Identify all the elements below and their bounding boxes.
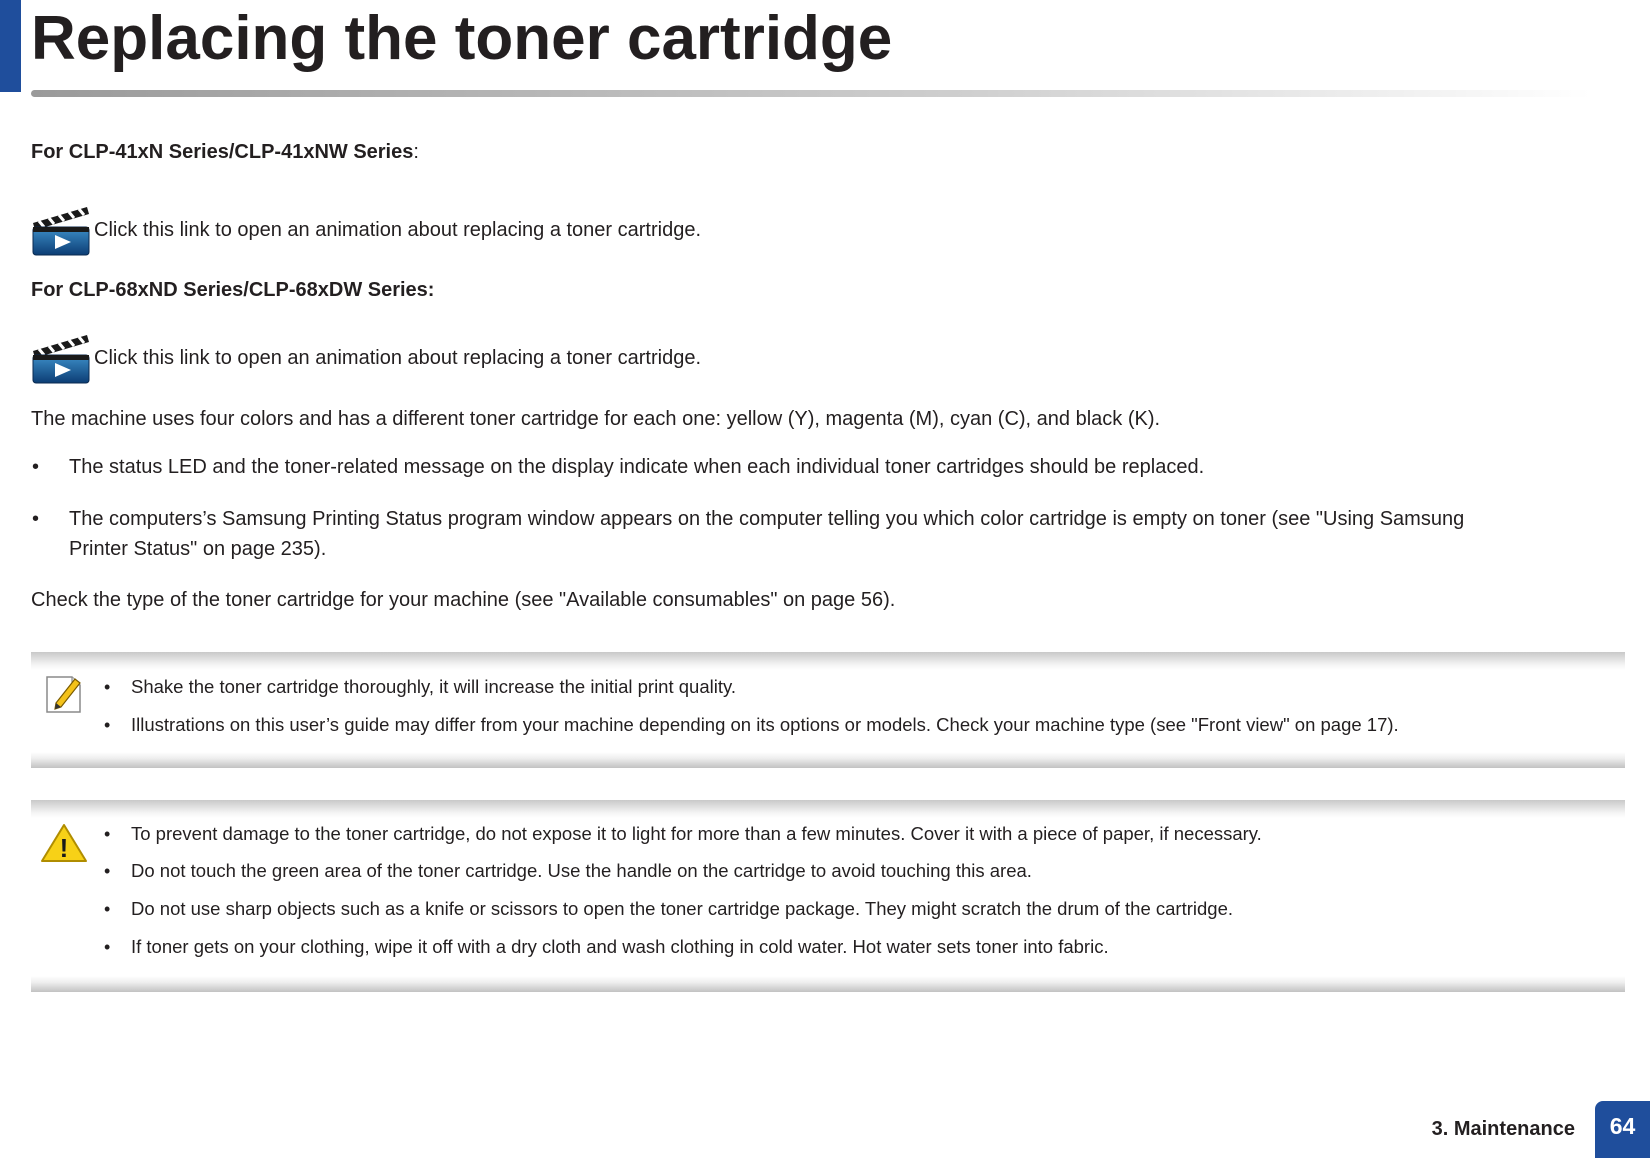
section1-heading-suffix: : [413, 141, 419, 163]
section1-heading [31, 138, 419, 166]
caution-item: To prevent damage to the toner cartridge, do not expose it to light for more than a few minutes. Cover it with a piece of paper, if necessary. [131, 823, 1262, 844]
section2-heading: For CLP-68xND Series/CLP-68xDW Series: [31, 279, 435, 301]
section1-animation-link[interactable]: Click this link to open an animation about replacing a toner cartridge. [94, 219, 702, 241]
movie-clapper-icon[interactable] [31, 333, 91, 385]
footer-chapter: 3. Maintenance [1431, 1118, 1575, 1140]
caution-bullet: • [104, 899, 111, 919]
caution-top-border [31, 800, 1625, 818]
page-title: Replacing the toner cartridge [31, 4, 893, 73]
list-bullet: • [32, 508, 40, 530]
list-bullet: • [32, 456, 40, 478]
note-bullet: • [104, 677, 111, 697]
list-item: The computers’s Samsung Printing Status program window appears on the computer telling you which color cartridge is empty on toner (see "Using Samsung [69, 508, 1465, 530]
caution-item: Do not touch the green area of the toner cartridge. Use the handle on the cartridge to avoid touching this area. [131, 860, 1032, 881]
caution-bullet: • [104, 824, 111, 844]
page-number: 64 [1595, 1101, 1650, 1158]
title-underline [31, 90, 1591, 97]
note-bullet: • [104, 715, 111, 735]
note-item: Shake the toner cartridge thoroughly, it will increase the initial print quality. [131, 676, 736, 697]
title-accent-bar [0, 0, 21, 92]
caution-item: If toner gets on your clothing, wipe it off with a dry cloth and wash clothing in cold water. Hot water sets toner into fabric. [131, 936, 1109, 957]
note-bottom-border [31, 752, 1625, 768]
note-pencil-icon [44, 673, 84, 715]
list-item-continued[interactable]: Printer Status" on page 235). [69, 538, 327, 560]
caution-item: Do not use sharp objects such as a knife or scissors to open the toner cartridge package. They might scratch the drum of the cartridge. [131, 898, 1234, 919]
warning-triangle-icon [40, 822, 88, 864]
caution-bullet: • [104, 861, 111, 881]
caution-bottom-border [31, 976, 1625, 992]
note-top-border [31, 652, 1625, 670]
caution-bullet: • [104, 937, 111, 957]
section2-animation-link[interactable]: Click this link to open an animation about replacing a toner cartridge. [94, 347, 702, 369]
section1-heading-bold: For CLP-41xN Series/CLP-41xNW Series [31, 141, 414, 163]
warning-symbol: ! [59, 833, 69, 863]
list-item: The status LED and the toner-related message on the display indicate when each individual toner cartridges should be replaced. [69, 456, 1205, 478]
intro-paragraph: The machine uses four colors and has a different toner cartridge for each one: yellow (Y), magenta (M), cyan (C), and black (K). [31, 408, 1161, 430]
note-item[interactable]: Illustrations on this user’s guide may differ from your machine depending on its options or models. Check your machine type (see "Front view" on page 17). [131, 714, 1399, 735]
movie-clapper-icon[interactable] [31, 205, 91, 257]
check-type-paragraph[interactable]: Check the type of the toner cartridge for your machine (see "Available consumables" on page 56). [31, 589, 896, 611]
